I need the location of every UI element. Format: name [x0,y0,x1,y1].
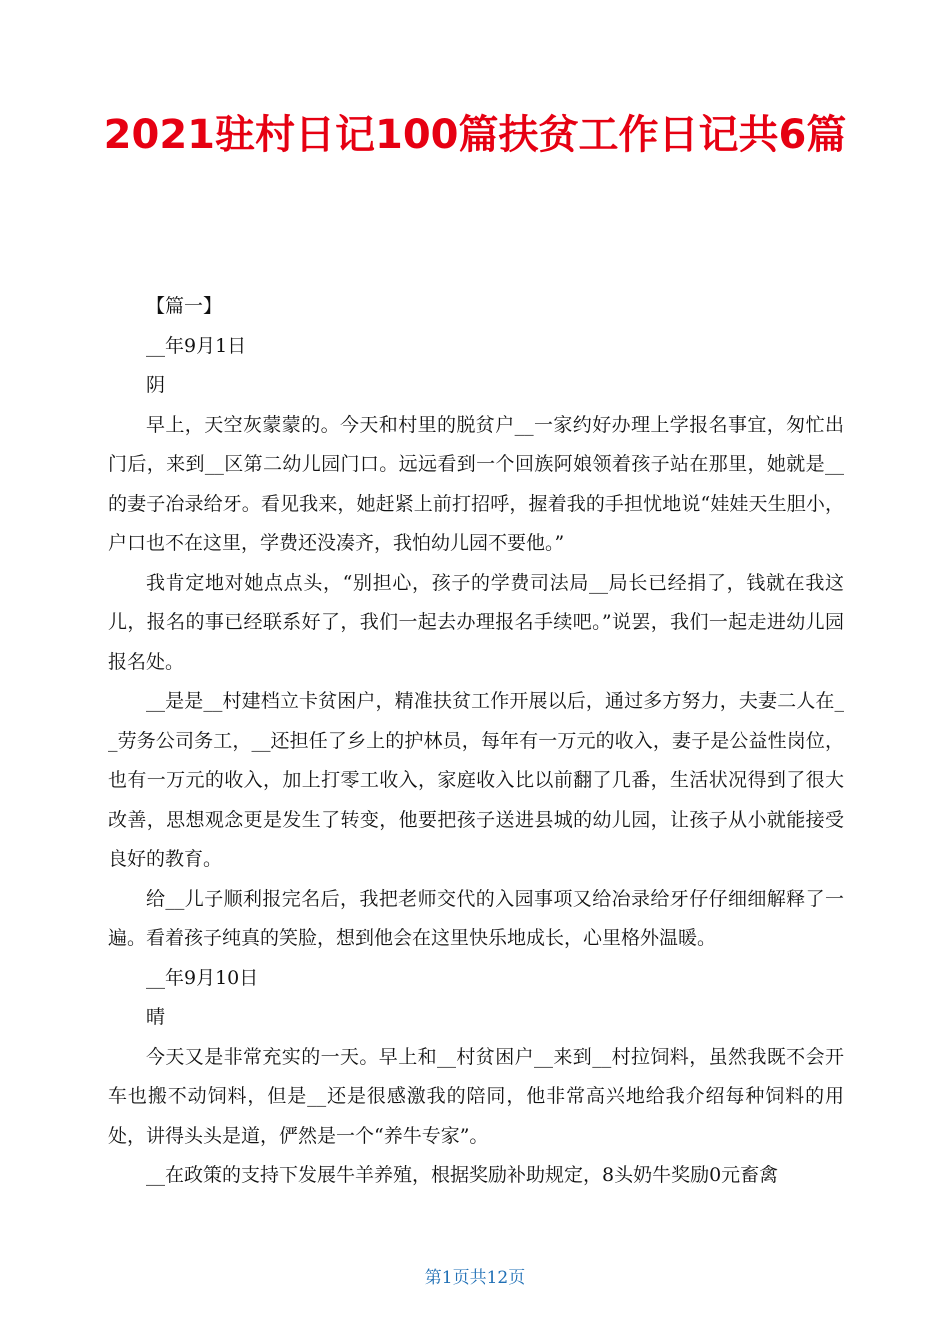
entry-date: __年9月1日 [146,334,247,357]
body-paragraph: __在政策的支持下发展牛羊养殖，根据奖励补助规定，8头奶牛奖励0元畜禽 [146,1164,779,1186]
document-body [108,287,844,1196]
entry-weather: 阴 [146,374,166,396]
page-number-footer: 第1页共12页 [424,1268,526,1288]
document-title: 2021驻村日记100篇扶贫工作日记共6篇 [103,112,847,158]
body-paragraph: 我肯定地对她点点头，“别担心，孩子的学费司法局__局长已经捐了，钱就在我这儿，报名的事已经联系好了，我们一起去办理报名手续吧。”说罢，我们一起走进幼儿园报名处。 [108,571,844,673]
body-paragraph: 给__儿子顺利报完名后，我把老师交代的入园事项又给冶录给牙仔仔细细解释了一遍。看着孩子纯真的笑脸，想到他会在这里快乐地成长，心里格外温暖。 [108,887,844,949]
body-paragraph: 早上，天空灰蒙蒙的。今天和村里的脱贫户__一家约好办理上学报名事宜，匆忙出门后，来到__区第二幼儿园门口。远远看到一个回族阿娘领着孩子站在那里，她就是__的妻子冶录给牙。看见我来，她赶紧上前打招呼，握着我的手担忧地说“娃娃天生胆小，户口也不在这里，学费还没凑齐，我怕幼儿园不要他。” [108,413,844,554]
section-heading: 【篇一】 [146,295,223,317]
entry-date: __年9月10日 [146,966,259,989]
body-paragraph: 今天又是非常充实的一天。早上和__村贫困户__来到__村拉饲料，虽然我既不会开车也搬不动饲料，但是__还是很感激我的陪同，他非常高兴地给我介绍每种饲料的用处，讲得头头是道，俨然是一个“养牛专家”。 [108,1045,844,1147]
entry-weather: 晴 [146,1006,166,1028]
body-paragraph: __是是__村建档立卡贫困户，精准扶贫工作开展以后，通过多方努力，夫妻二人在__劳务公司务工，__还担任了乡上的护林员，每年有一万元的收入，妻子是公益性岗位，也有一万元的收入，加上打零工收入，家庭收入比以前翻了几番，生活状况得到了很大改善，思想观念更是发生了转变，他要把孩子送进县城的幼儿园，让孩子从小就能接受良好的教育。 [108,690,844,870]
